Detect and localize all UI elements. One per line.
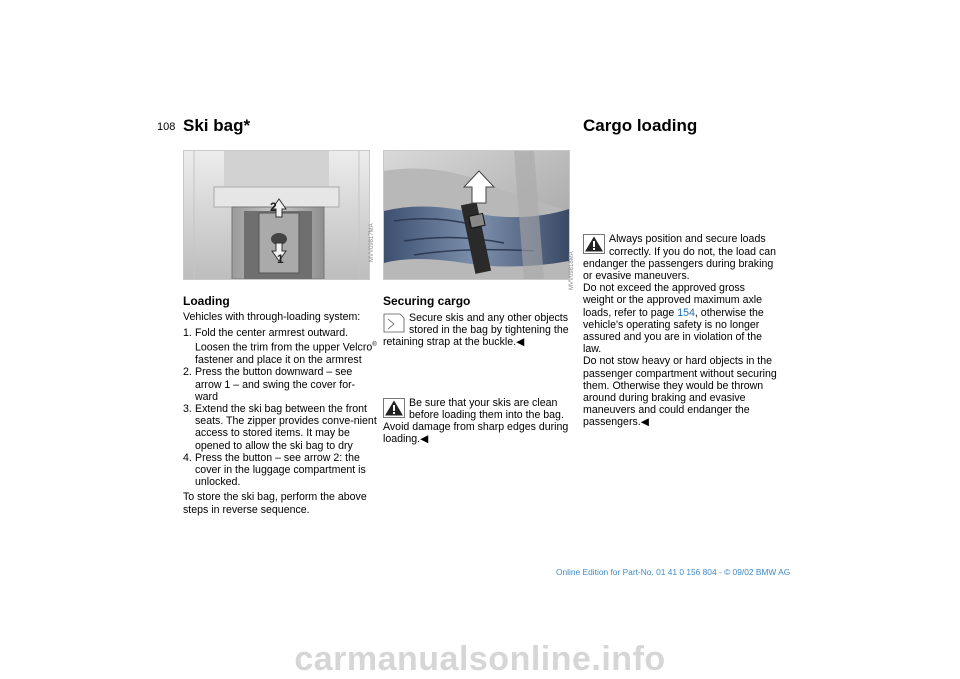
loading-section <box>183 311 378 516</box>
step-text: Fold the center armrest outward. Loosen the trim from the upper Velcro <box>195 327 373 354</box>
cargo-warning-note <box>583 233 778 428</box>
tip-note <box>383 312 575 349</box>
end-mark: ◀ <box>640 416 649 429</box>
end-mark: ◀ <box>516 336 525 349</box>
warning-text: Be sure that your skis are clean before loading them into the bag. Avoid damage from sharp edges during loading. <box>383 396 569 446</box>
cargo-warning-3: Do not stow heavy or hard objects in the passenger compartment without securing them. Otherwise they would be thrown around during braking and evasive maneuvers and could endanger the passengers. <box>583 355 777 429</box>
loading-outro: To store the ski bag, perform the above steps in reverse sequence. <box>183 491 367 516</box>
section-heading-securing-cargo: Securing cargo <box>383 294 471 308</box>
warning-triangle-icon <box>583 234 605 254</box>
page-number: 108 <box>157 121 176 133</box>
warning-triangle-icon <box>383 398 405 418</box>
list-item <box>183 327 378 366</box>
note-corner-icon <box>383 313 405 333</box>
loading-steps <box>183 327 378 488</box>
ski-bag-strap-illustration <box>384 151 569 279</box>
figure-ski-bag-armrest <box>183 150 370 280</box>
footer-edition-note: Online Edition for Part-No. 01 41 0 156 804 - © 09/02 BMW AG <box>556 567 791 577</box>
step-number: 4. <box>183 451 192 464</box>
watermark: carmanualsonline.info <box>294 640 666 678</box>
loading-intro: Vehicles with through-loading system: <box>183 311 361 323</box>
section-heading-loading: Loading <box>183 294 230 308</box>
step-text: Extend the ski bag between the front seats. The zipper provides conve-nient access to stored items. It may be opened to allow the ski bag to dry <box>195 402 377 452</box>
figure-code: MVV09817MA <box>369 223 375 262</box>
cargo-warning-2a: Do not exceed the approved gross weight or the approved maximum axle loads, refer to page <box>583 282 763 319</box>
cargo-warning-2b: , otherwise the vehicle's operating safety is no longer assured and you are in violation of the law. <box>583 306 764 356</box>
arrow-label-2: 2 <box>270 200 277 214</box>
step-text: Press the button downward – see arrow 1 – and swing the cover for-ward <box>195 366 356 403</box>
step-text: fastener and place it on the armrest <box>195 354 362 367</box>
step-number: 3. <box>183 402 192 415</box>
list-item <box>183 366 378 403</box>
page-reference-link[interactable]: 154 <box>677 306 695 319</box>
tip-text: Secure skis and any other objects stored in the bag by tightening the retaining strap at the buckle. <box>383 312 569 349</box>
page-title-cargo-loading: Cargo loading <box>583 116 698 135</box>
step-number: 2. <box>183 366 192 379</box>
registered-mark: ® <box>372 342 377 349</box>
step-number: 1. <box>183 327 192 340</box>
step-text: Press the button – see arrow 2: the cover in the luggage compartment is unlocked. <box>195 451 366 489</box>
armrest-illustration <box>184 151 369 279</box>
arrow-label-1: 1 <box>277 252 284 266</box>
figure-securing-cargo <box>383 150 570 280</box>
page-title-ski-bag: Ski bag* <box>183 116 251 135</box>
end-mark: ◀ <box>420 433 429 446</box>
list-item <box>183 452 378 489</box>
figure-code: MVV09818MA <box>569 251 575 290</box>
list-item <box>183 403 378 452</box>
warning-note <box>383 397 575 446</box>
cargo-warning-1: Always position and secure loads correctly. If you do not, the load can endanger the passengers during braking or evasive maneuvers. <box>583 233 777 283</box>
